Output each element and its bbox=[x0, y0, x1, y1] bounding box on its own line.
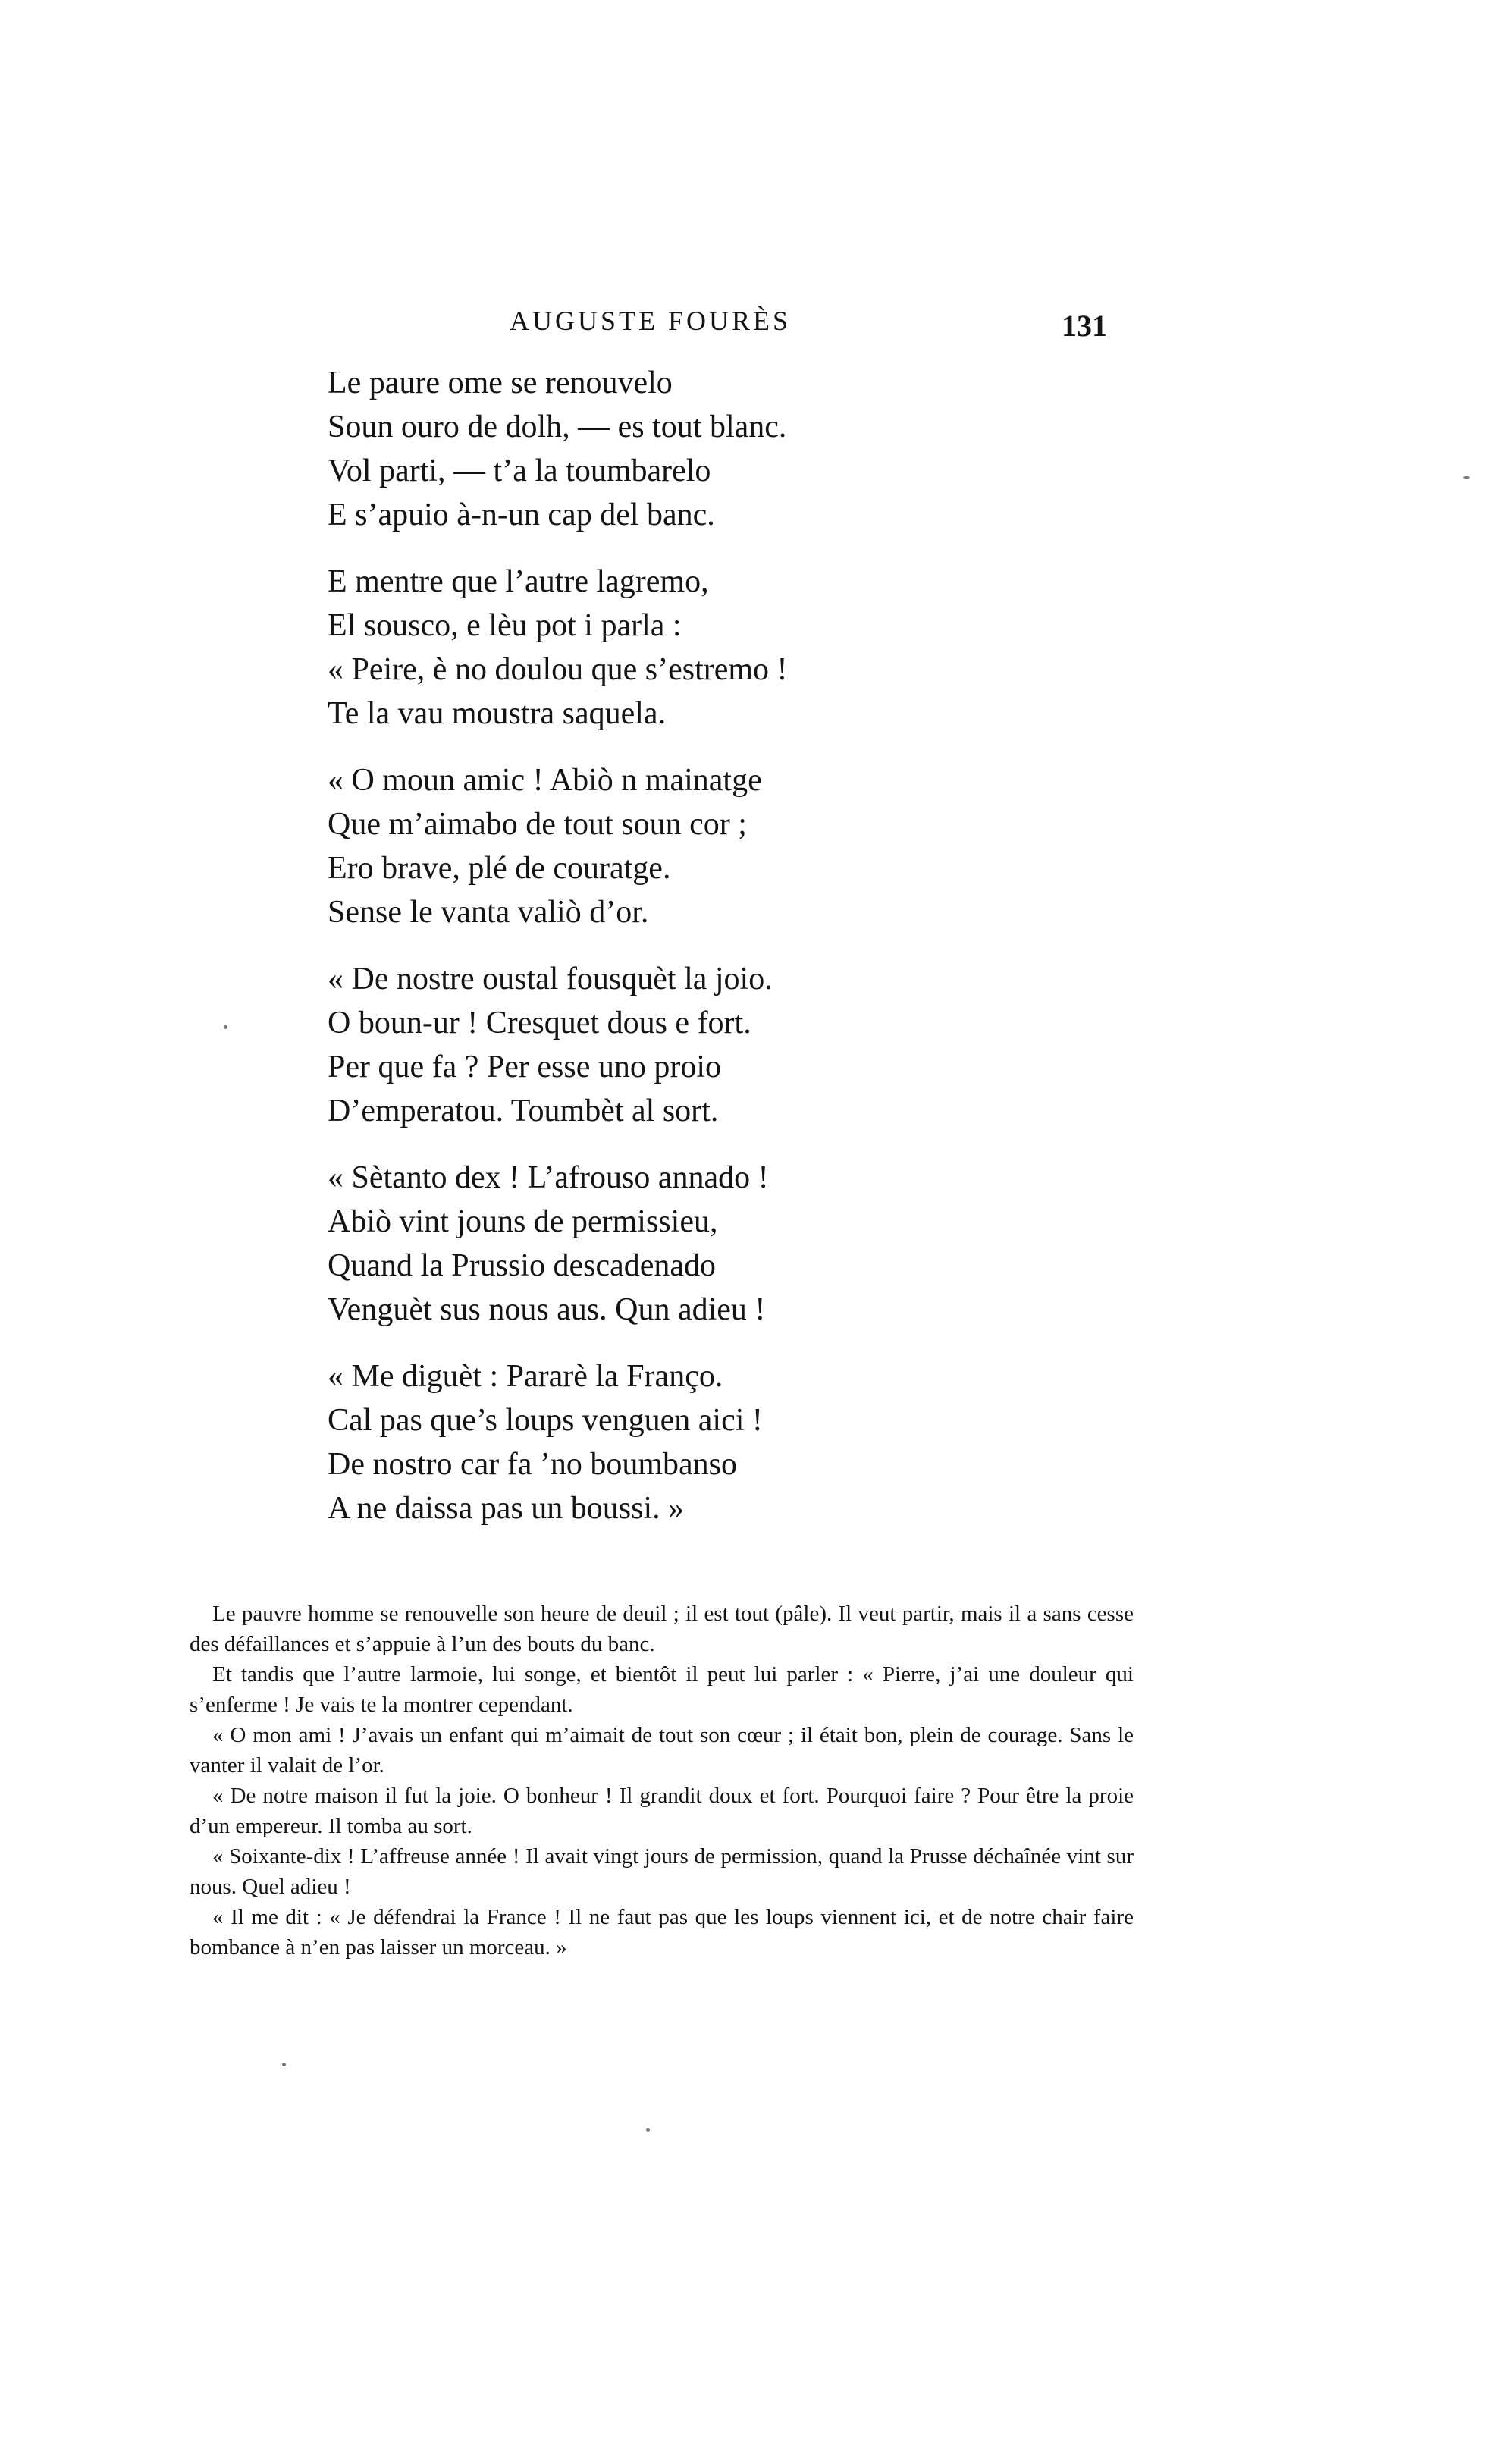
scan-speck bbox=[282, 2063, 286, 2066]
verse-line: Soun ouro de dolh, — es tout blanc. bbox=[328, 410, 787, 444]
stanza bbox=[328, 957, 1238, 1133]
verse-line: Per que fa ? Per esse uno proio bbox=[328, 1050, 722, 1084]
verse-line: Cal pas que’s loups venguen aici ! bbox=[328, 1403, 763, 1438]
scan-speck bbox=[1463, 476, 1470, 479]
scan-speck bbox=[646, 2128, 650, 2132]
verse-line: Ero brave, plé de couratge. bbox=[328, 851, 671, 886]
stanza bbox=[328, 1354, 1238, 1530]
verse-line: De nostro car fa ’no boumbanso bbox=[328, 1447, 738, 1482]
verse-line: O boun-ur ! Cresquet dous e fort. bbox=[328, 1006, 751, 1040]
verse-line: « De nostre oustal fousquèt la joio. bbox=[328, 962, 773, 996]
verse-line: Le paure ome se renouvelo bbox=[328, 366, 673, 400]
scan-speck bbox=[224, 1025, 227, 1029]
verse-line: « Me diguèt : Pararè la Franço. bbox=[328, 1359, 723, 1394]
stanza bbox=[328, 560, 1238, 736]
verse-line: Quand la Prussio descadenado bbox=[328, 1248, 717, 1283]
verse-line: « O moun amic ! Abiò n mainatge bbox=[328, 763, 762, 798]
page-header bbox=[0, 305, 1512, 350]
translation bbox=[190, 1599, 1134, 1963]
translation-paragraph: « Il me dit : « Je défendrai la France ! Il ne faut pas que les loups viennent ici, et de notre chair faire bombance à n’en pas laisser un morceau. » bbox=[190, 1905, 1134, 1960]
verse-line: Venguèt sus nous aus. Qun adieu ! bbox=[328, 1292, 766, 1327]
translation-paragraph: Le pauvre homme se renouvelle son heure de deuil ; il est tout (pâle). Il veut partir, mais il a sans cesse des défaillances et s’appuie à l’un des bouts du banc. bbox=[190, 1602, 1134, 1656]
verse-line: E s’apuio à-n-un cap del banc. bbox=[328, 497, 715, 532]
translation-paragraph: « De notre maison il fut la joie. O bonheur ! Il grandit doux et fort. Pourquoi faire ? Pour être la proie d’un empereur. Il tomba au sort. bbox=[190, 1784, 1134, 1838]
stanza bbox=[328, 758, 1238, 934]
page-number: 131 bbox=[1062, 309, 1107, 343]
verse-line: A ne daissa pas un boussi. » bbox=[328, 1491, 685, 1526]
verse-line: Sense le vanta valiò d’or. bbox=[328, 895, 649, 930]
translation-paragraph: « O mon ami ! J’avais un enfant qui m’aimait de tout son cœur ; il était bon, plein de courage. Sans le vanter il valait de l’or. bbox=[190, 1723, 1134, 1778]
verse-line: Abiò vint jouns de permissieu, bbox=[328, 1204, 718, 1239]
verse-line: El sousco, e lèu pot i parla : bbox=[328, 608, 682, 643]
stanza bbox=[328, 361, 1238, 537]
verse-line: Vol parti, — t’a la toumbarelo bbox=[328, 453, 711, 488]
translation-paragraph: « Soixante-dix ! L’affreuse année ! Il avait vingt jours de permission, quand la Prusse déchaînée vint sur nous. Quel adieu ! bbox=[190, 1844, 1134, 1899]
verse-line: « Peire, è no doulou que s’estremo ! bbox=[328, 652, 788, 687]
verse-line: D’emperatou. Toumbèt al sort. bbox=[328, 1094, 719, 1128]
translation-paragraph: Et tandis que l’autre larmoie, lui songe, et bientôt il peut lui parler : « Pierre, j’ai une douleur qui s’enferme ! Je vais te la montrer cependant. bbox=[190, 1662, 1134, 1717]
verse-line: Que m’aimabo de tout soun cor ; bbox=[328, 807, 747, 842]
poem bbox=[328, 361, 1238, 1553]
verse-line: « Sètanto dex ! L’afrouso annado ! bbox=[328, 1160, 769, 1195]
running-head: AUGUSTE FOURÈS bbox=[510, 306, 792, 336]
verse-line: E mentre que l’autre lagremo, bbox=[328, 564, 709, 599]
verse-line: Te la vau moustra saquela. bbox=[328, 696, 667, 731]
stanza bbox=[328, 1156, 1238, 1332]
